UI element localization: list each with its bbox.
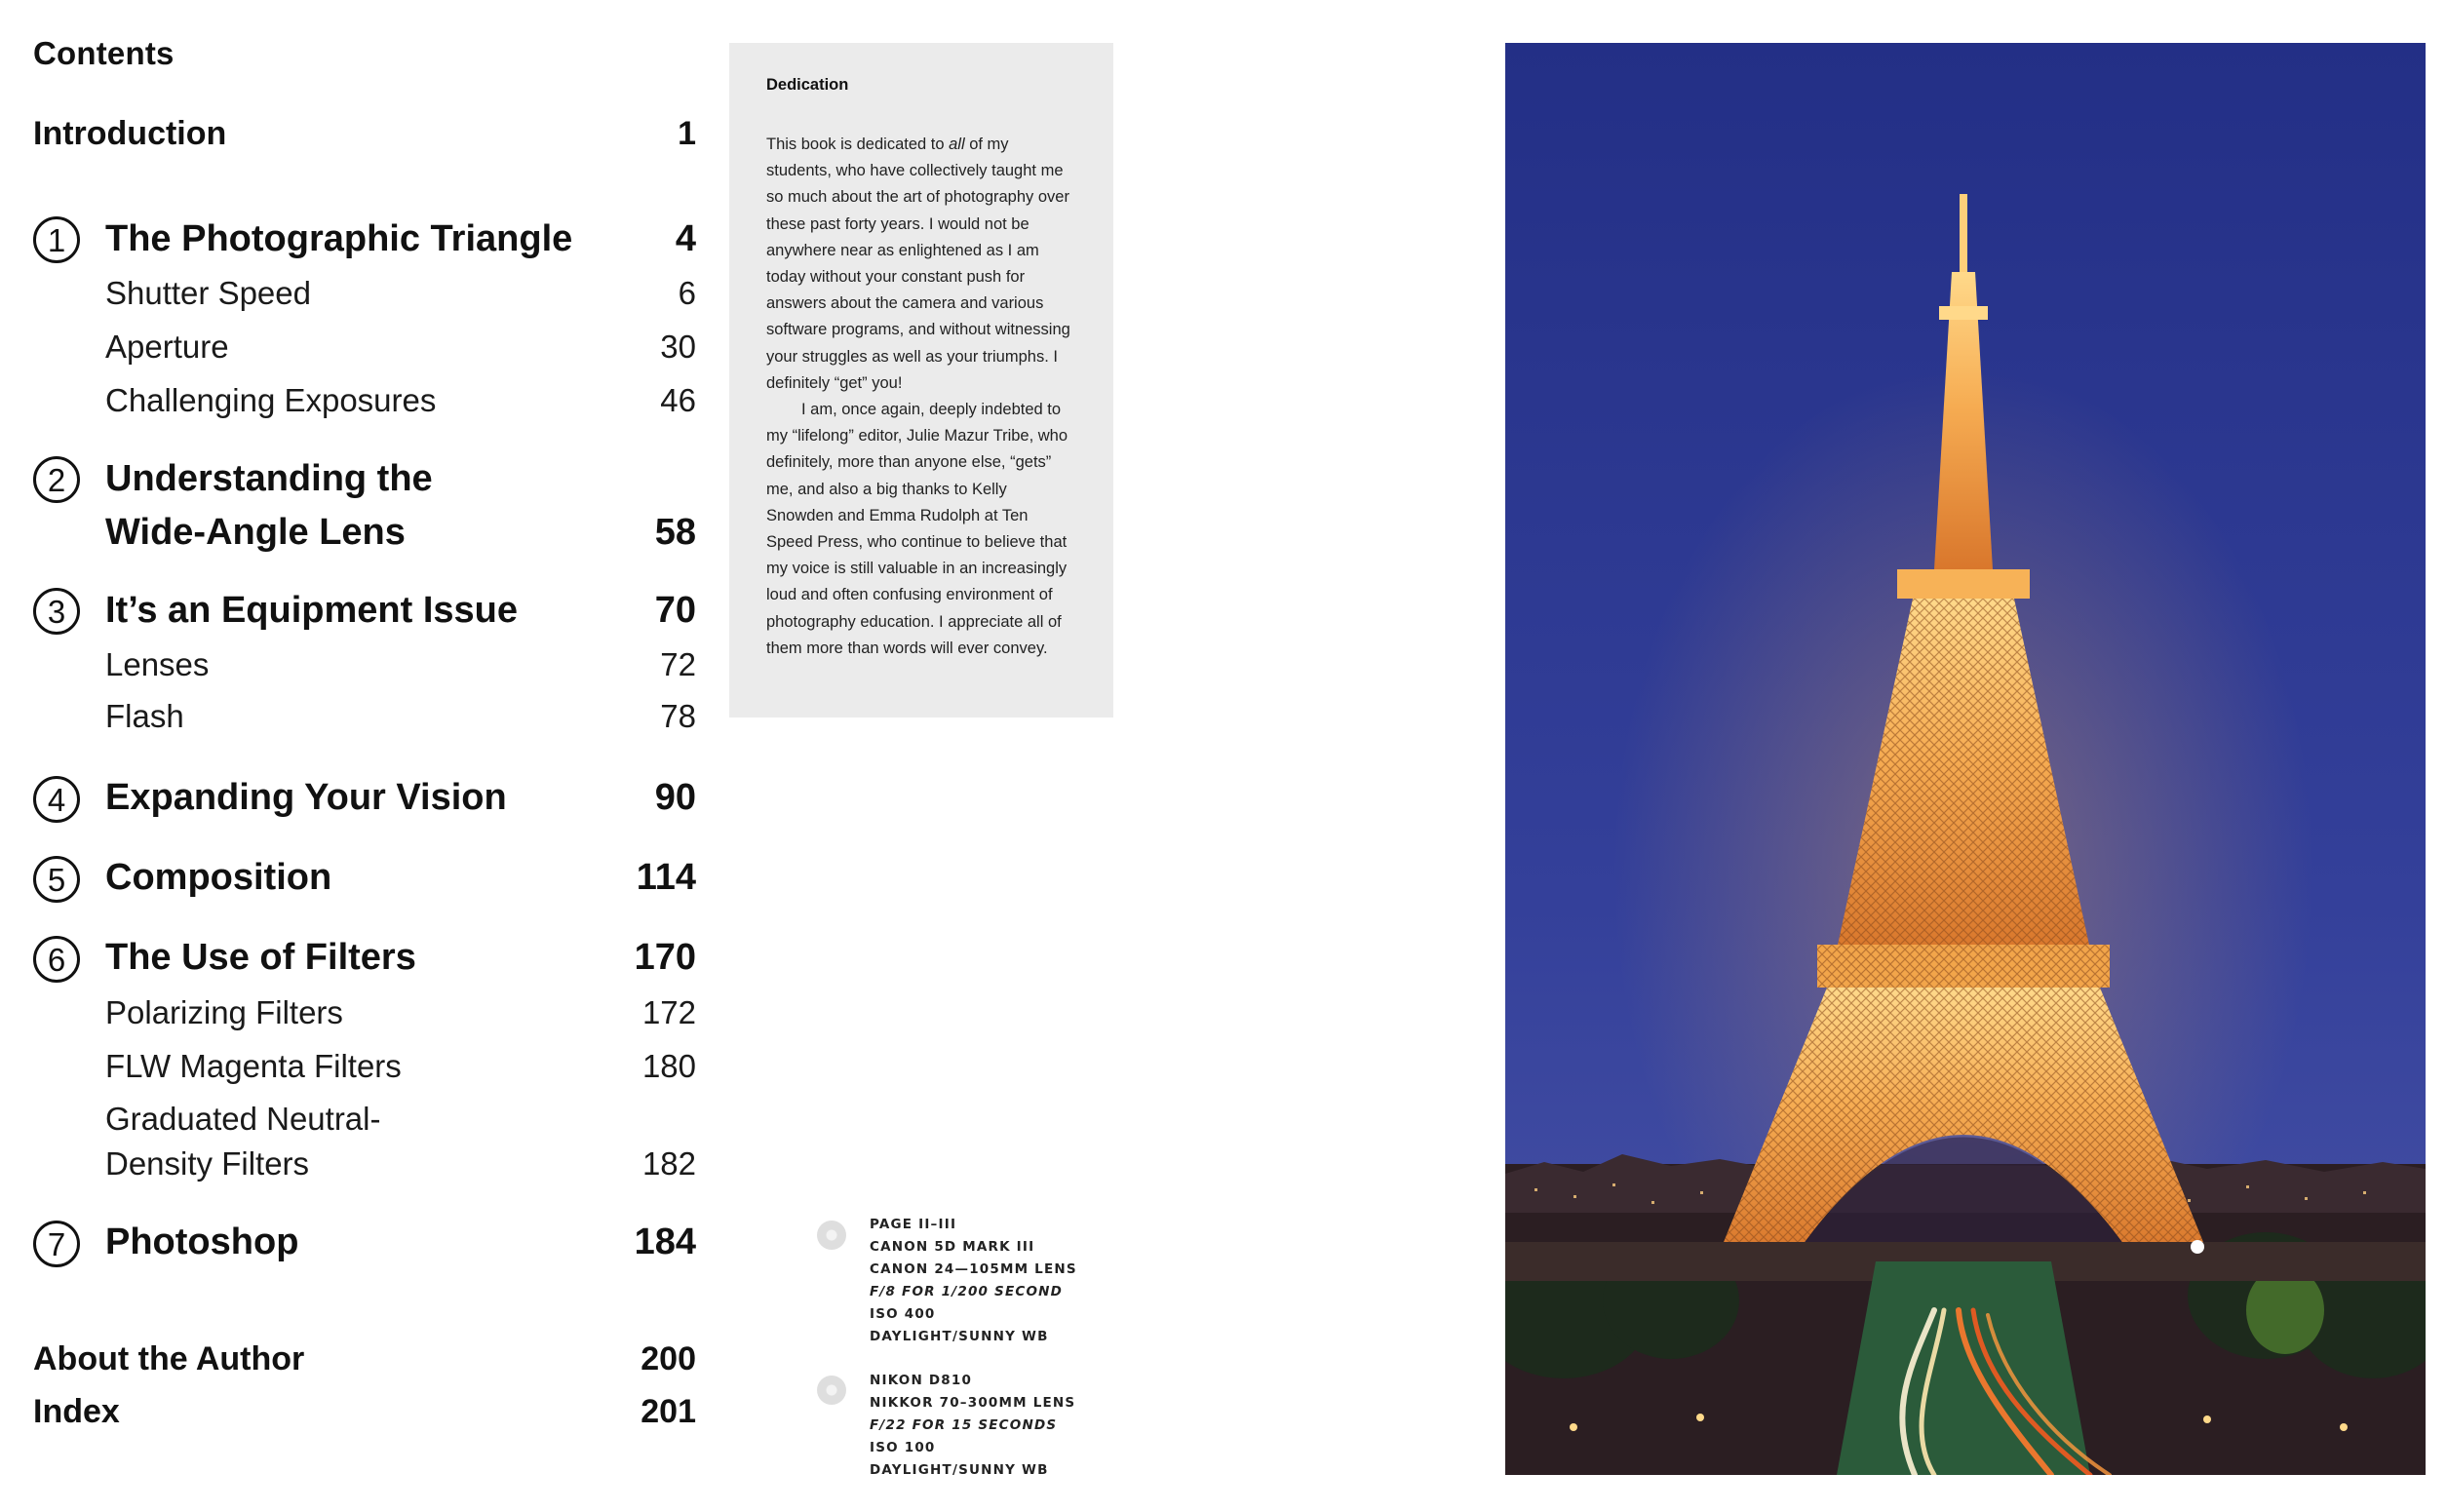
toc-page: 78 (660, 698, 696, 734)
toc-chapter-2-line2[interactable] (105, 512, 696, 554)
toc-title: It’s an Equipment Issue (105, 590, 519, 631)
toc-page: 70 (654, 590, 696, 631)
toc-section[interactable] (105, 646, 696, 683)
dedication-paragraph: I am, once again, deeply indebted to my “lifelong” editor, Julie Mazur Tribe, who definitely, more than anyone else, “gets” me, and also a big thanks to Kelly Snowden and Emma Rudolph at Ten Speed Press, who continue to believe that my voice is still valuable in an increasingly loud and often confusing environment of photography education. I appreciate all of them more than words will ever convey. (766, 401, 1068, 657)
toc-section[interactable] (105, 275, 696, 312)
toc-title: Introduction (33, 115, 227, 152)
toc-chapter-7[interactable] (105, 1221, 696, 1263)
toc-entry-introduction[interactable] (33, 115, 696, 153)
toc-section[interactable] (105, 329, 696, 366)
toc-page: 90 (654, 777, 696, 818)
toc-title: Wide-Angle Lens (105, 512, 406, 553)
toc-entry-index[interactable] (33, 1393, 696, 1431)
chapter-number-badge: 2 (33, 456, 80, 503)
toc-title: Graduated Neutral- (105, 1101, 381, 1137)
caption-marker-icon (817, 1376, 846, 1405)
toc-page: 6 (678, 275, 696, 311)
toc-title: Flash (105, 698, 184, 734)
chapter-number-badge: 4 (33, 776, 80, 823)
toc-title: The Photographic Triangle (105, 218, 573, 259)
toc-page: 1 (678, 115, 696, 152)
toc-page: 180 (641, 1048, 696, 1084)
toc-page: 72 (660, 646, 696, 682)
toc-title: Density Filters (105, 1145, 310, 1182)
toc-chapter-4[interactable] (105, 777, 696, 819)
toc-page: 172 (641, 994, 696, 1030)
toc-title: FLW Magenta Filters (105, 1048, 402, 1084)
toc-page: 114 (636, 857, 696, 898)
caption-marker-icon (817, 1221, 846, 1250)
chapter-number-badge: 1 (33, 216, 80, 263)
toc-page: 184 (634, 1221, 696, 1262)
toc-page: 58 (654, 512, 696, 553)
toc-page: 4 (675, 218, 696, 259)
chapter-number-badge: 5 (33, 856, 80, 903)
toc-title: Aperture (105, 329, 229, 365)
toc-section[interactable] (105, 1048, 696, 1085)
dedication-paragraph: This book is dedicated to all of my students, who have collectively taught me so much about the art of photography over these past forty years. I would not be anywhere near as enlightened as I am today without your constant push for answers about the camera and various software programs, and without witnessing your struggles as well as your triumphs. I definitely “get” you! (766, 136, 1070, 392)
toc-title: Understanding the (105, 458, 433, 499)
toc-section[interactable] (105, 698, 696, 735)
toc-chapter-5[interactable] (105, 857, 696, 899)
toc-section-line2[interactable] (105, 1145, 696, 1182)
dedication-title: Dedication (766, 76, 849, 94)
chapter-number-badge: 6 (33, 936, 80, 983)
toc-title: Shutter Speed (105, 275, 311, 311)
toc-page: 201 (641, 1393, 696, 1430)
dedication-panel (729, 43, 1113, 717)
toc-title: Expanding Your Vision (105, 777, 507, 818)
toc-title: Composition (105, 857, 332, 898)
toc-chapter-3[interactable] (105, 590, 696, 632)
photo-caption: NIKON D810 NIKKOR 70–300MM LENS F/22 FOR 15 SECONDS ISO 100 DAYLIGHT/SUNNY WB (870, 1373, 1076, 1478)
toc-page: 182 (641, 1145, 696, 1182)
toc-section-line1[interactable] (105, 1101, 696, 1138)
toc-chapter-2-line1[interactable] (105, 458, 696, 500)
toc-title: Polarizing Filters (105, 994, 343, 1030)
eiffel-tower-photo (1505, 43, 2426, 1475)
toc-title: Lenses (105, 646, 210, 682)
toc-title: Challenging Exposures (105, 382, 437, 418)
chapter-number-badge: 7 (33, 1221, 80, 1267)
chapter-number-badge: 3 (33, 588, 80, 635)
toc-page: 30 (660, 329, 696, 365)
toc-section[interactable] (105, 382, 696, 419)
toc-title: The Use of Filters (105, 937, 416, 978)
toc-section[interactable] (105, 994, 696, 1031)
photo-caption: PAGE II–III CANON 5D MARK III CANON 24—105MM LENS F/8 FOR 1/200 SECOND ISO 400 DAYLIGHT/SUNNY WB (870, 1217, 1077, 1344)
toc-page: 46 (660, 382, 696, 418)
toc-page: 170 (634, 937, 696, 978)
toc-chapter-6[interactable] (105, 937, 696, 979)
toc-title: About the Author (33, 1340, 305, 1377)
toc-title: Photoshop (105, 1221, 299, 1262)
toc-chapter-1[interactable] (105, 218, 696, 260)
toc-title: Index (33, 1393, 120, 1430)
contents-heading: Contents (33, 35, 175, 71)
toc-entry-about-author[interactable] (33, 1340, 696, 1378)
toc-page: 200 (641, 1340, 696, 1377)
